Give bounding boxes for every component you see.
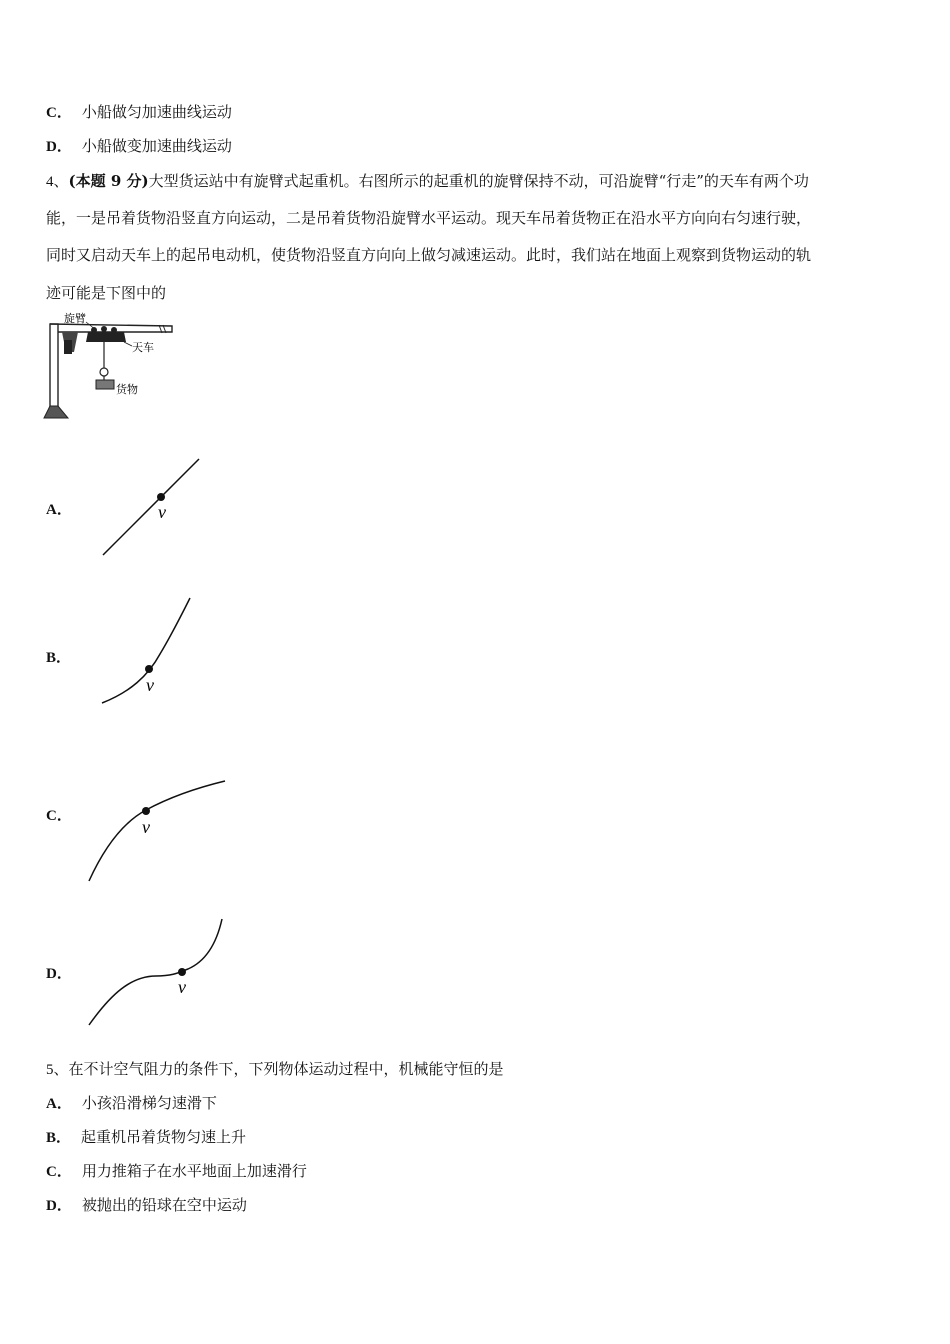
q4-stem-line-3: 同时又启动天车上的起吊电动机，使货物沿竖直方向向上做匀减速运动。此时，我们站在地面上观察到货物运动的轨 xyxy=(46,246,812,264)
crane-column xyxy=(50,324,58,412)
option-letter: C． xyxy=(46,1164,72,1180)
velocity-point xyxy=(142,807,150,815)
option-d-figure xyxy=(86,916,226,1028)
crane-arm xyxy=(50,324,172,332)
crane-label-arm: 旋臂 xyxy=(64,312,86,325)
stem-text: 在不计空气阻力的条件下，下列物体运动过程中，机械能守恒的是 xyxy=(68,1060,504,1078)
trajectory-curve xyxy=(89,781,225,881)
crane-base xyxy=(44,406,68,418)
option-letter: A． xyxy=(46,1096,72,1112)
option-a-figure xyxy=(100,456,204,558)
trajectory-line xyxy=(103,459,199,555)
option-d-label: D． xyxy=(46,966,72,982)
option-text: 小孩沿滑梯匀速滑下 xyxy=(81,1094,217,1112)
velocity-label: v xyxy=(158,502,166,522)
option-letter: D． xyxy=(46,1198,72,1214)
velocity-point xyxy=(178,968,186,976)
option-letter: B． xyxy=(46,1130,72,1146)
q3-option-c xyxy=(46,102,232,123)
crane-label-trolley: 天车 xyxy=(132,341,154,354)
question-number: 4、 xyxy=(46,174,69,190)
q4-stem-line-1 xyxy=(46,171,809,192)
q4-stem-line-4: 迹可能是下图中的 xyxy=(46,284,167,302)
velocity-label: v xyxy=(146,675,154,695)
crane-trolley xyxy=(86,332,126,342)
option-b-figure xyxy=(100,594,196,706)
option-letter: D． xyxy=(46,139,72,155)
velocity-label: v xyxy=(178,977,186,997)
velocity-point xyxy=(157,493,165,501)
crane-label-cargo: 货物 xyxy=(116,383,138,396)
option-text: 小船做匀加速曲线运动 xyxy=(81,103,232,121)
crane-figure xyxy=(44,310,184,422)
crane-cargo xyxy=(96,380,114,389)
option-a-label: A． xyxy=(46,502,72,518)
option-c-label: C． xyxy=(46,808,72,824)
option-text: 小船做变加速曲线运动 xyxy=(81,137,232,155)
trajectory-curve xyxy=(89,919,222,1025)
q5-option-d xyxy=(46,1195,247,1216)
q5-option-b xyxy=(46,1127,246,1148)
question-number: 5、 xyxy=(46,1062,69,1078)
option-c-figure xyxy=(86,778,228,884)
velocity-label: v xyxy=(142,817,150,837)
velocity-point xyxy=(145,665,153,673)
q4-stem-line-2: 能，一是吊着货物沿竖直方向运动，二是吊着货物沿旋臂水平运动。现天车吊着货物正在沿水平方向向右匀速行驶， xyxy=(46,209,812,227)
question-score: (本题 9 分) xyxy=(68,172,149,190)
option-text: 被抛出的铅球在空中运动 xyxy=(81,1196,247,1214)
q5-option-a xyxy=(46,1093,217,1114)
q5-stem xyxy=(46,1059,504,1080)
q5-option-c xyxy=(46,1161,307,1182)
stem-text: 大型货运站中有旋臂式起重机。右图所示的起重机的旋臂保持不动，可沿旋臂“行走”的天车有两个功 xyxy=(148,172,809,190)
option-letter: C． xyxy=(46,105,72,121)
option-text: 起重机吊着货物匀速上升 xyxy=(81,1128,247,1146)
q3-option-d xyxy=(46,136,232,157)
option-text: 用力推箱子在水平地面上加速滑行 xyxy=(81,1162,307,1180)
option-b-label: B． xyxy=(46,650,72,666)
